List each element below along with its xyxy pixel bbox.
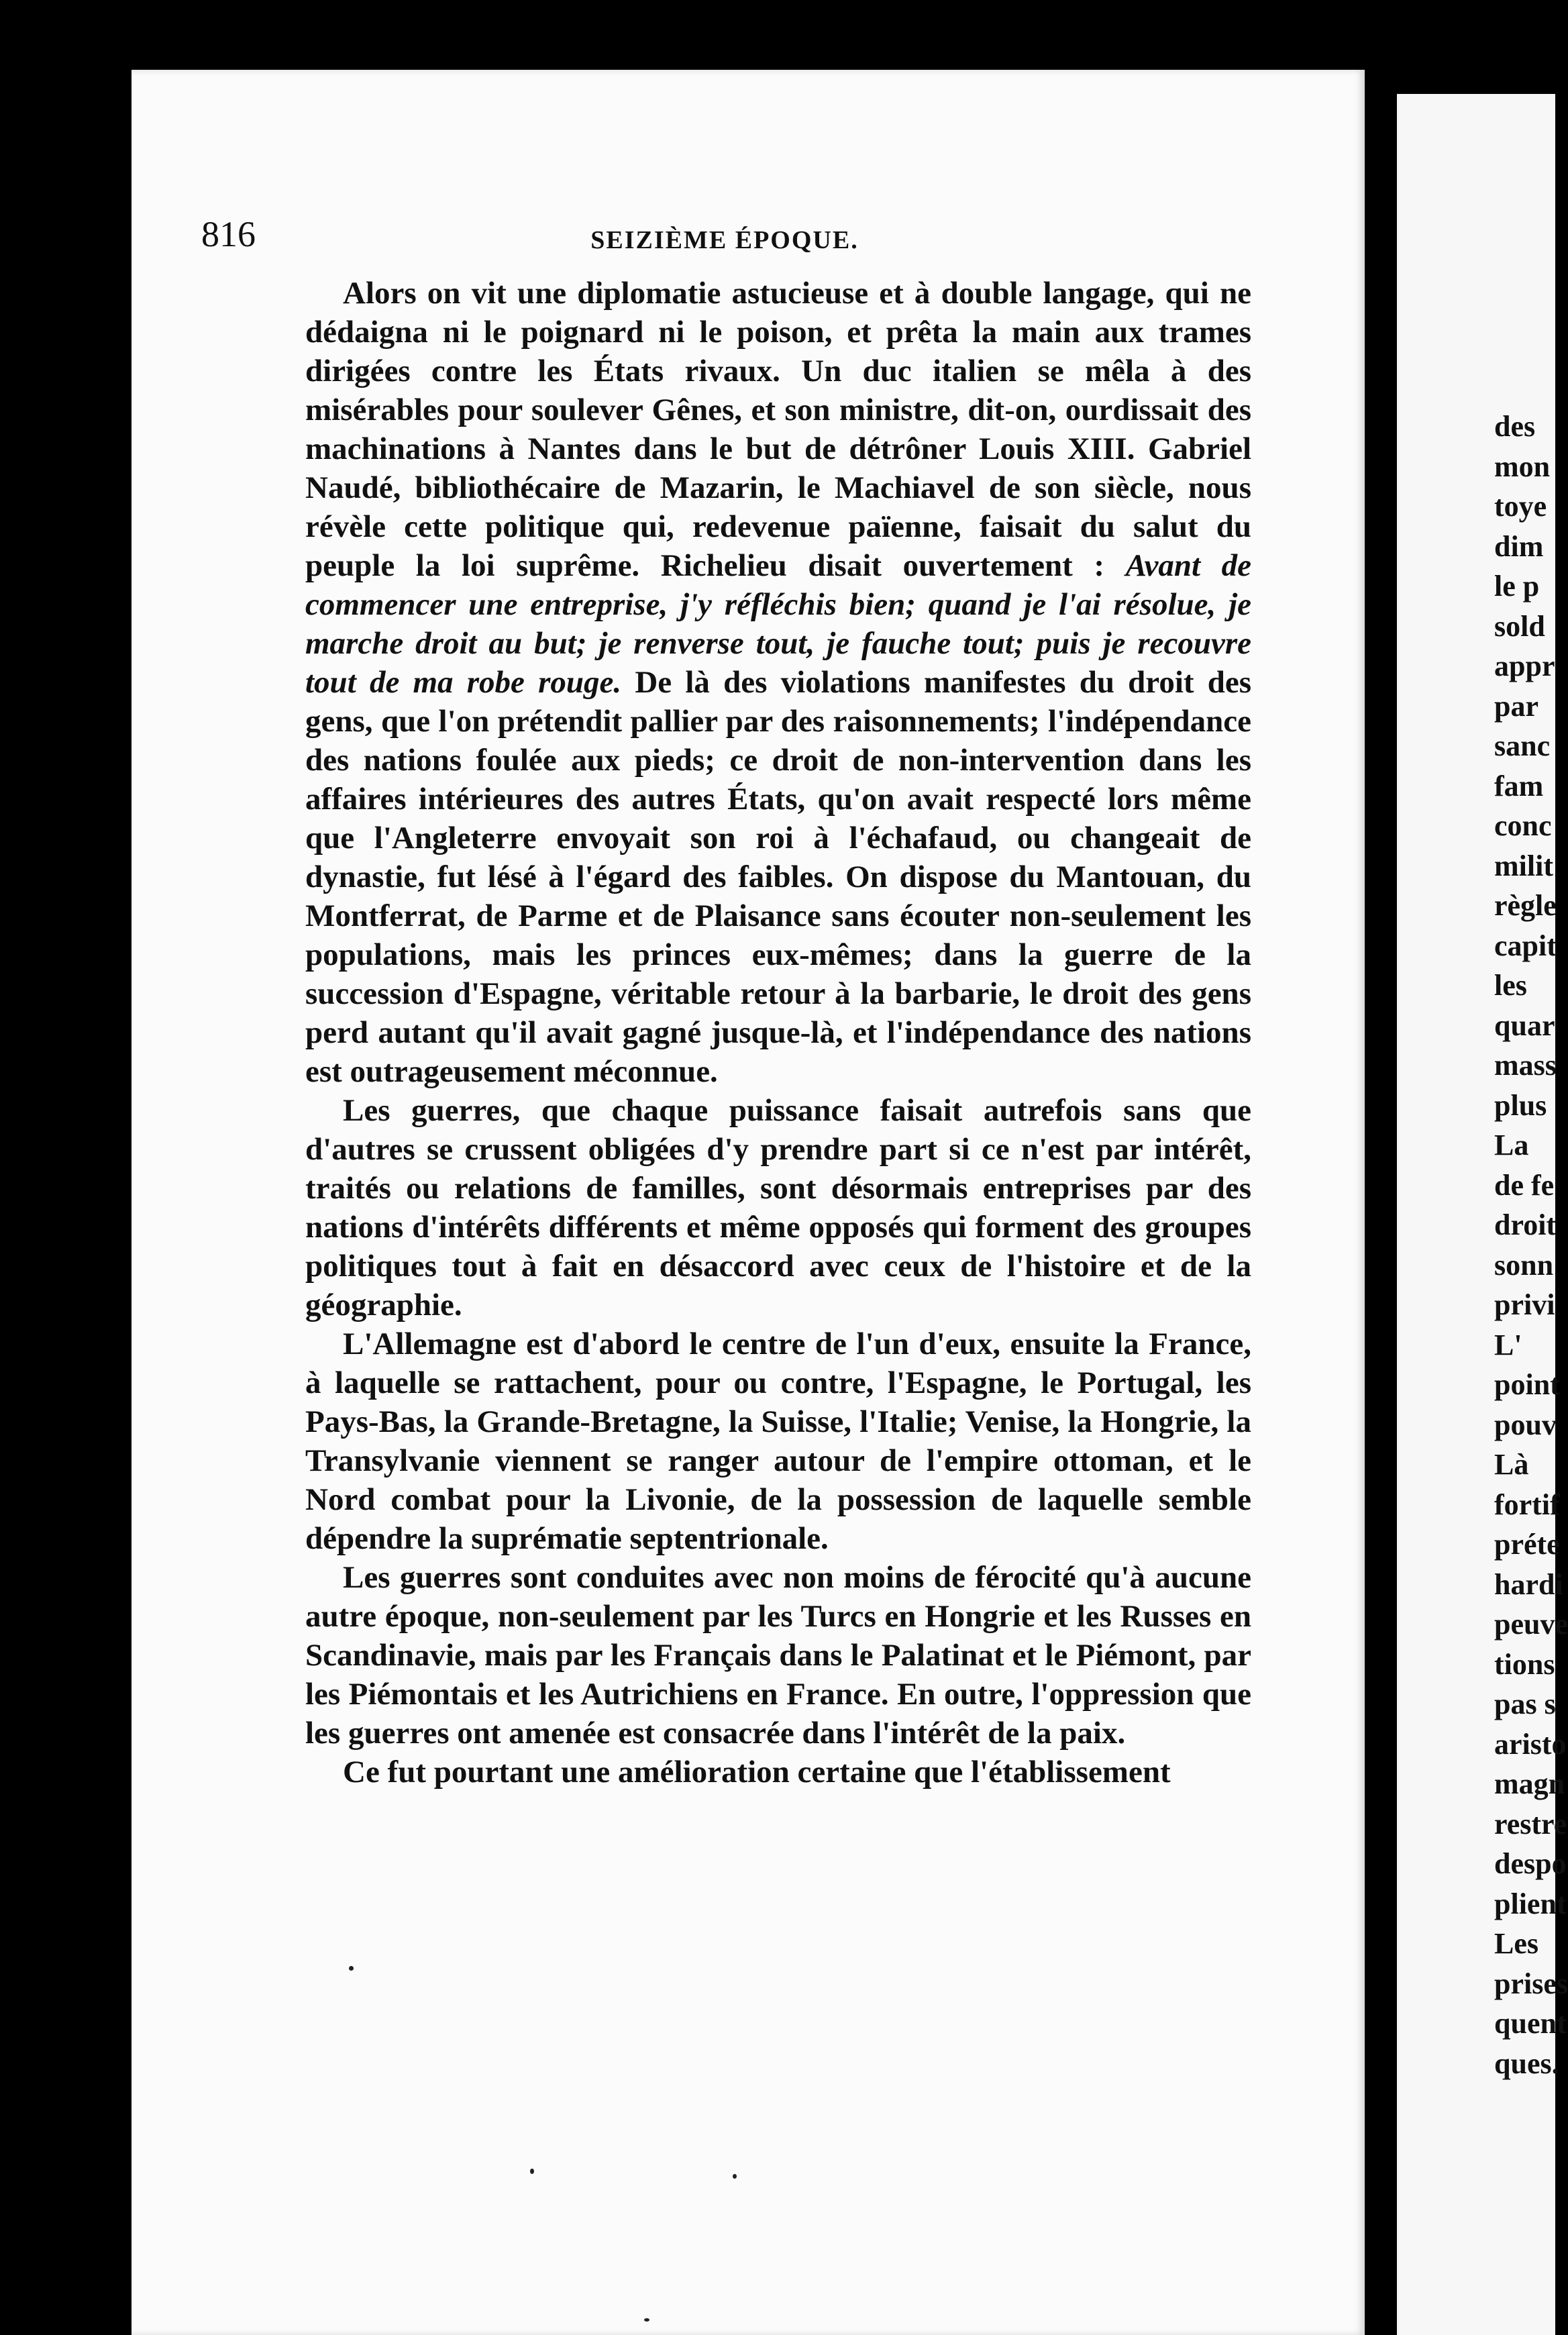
running-head [201,213,1248,267]
facing-page-line: mon [1494,450,1551,483]
facing-page-line: restre [1494,1807,1567,1840]
facing-page-line: fam [1494,769,1544,802]
facing-page-line: pouv [1494,1408,1557,1441]
facing-page-line: conc [1494,809,1552,842]
facing-page-line: plient [1494,1887,1567,1920]
paragraph-1 [305,274,1251,1091]
facing-page-lines [1494,407,1568,2083]
facing-page-line: milit [1494,849,1553,882]
body-text [305,274,1251,1792]
paragraph-3: L'Allemagne est d'abord le centre de l'un d'eux, ensuite la France, à laquelle se rattachent, pour ou contre, l'Espagne, le Portugal, les Pays-Bas, la Grande-Bretagne, la Suisse, l'Italie; Venise, la Hongrie, la Transylvanie viennent se ranger autour de l'empire ottoman, et le Nord combat pour la Livonie, de la possession de laquelle semble dépendre la suprématie septentrionale. [305,1327,1251,1556]
facing-page-line: aristo [1494,1727,1567,1761]
facing-page-line: toye [1494,490,1547,523]
facing-page-line: règle [1494,889,1557,922]
scan-speck [349,1966,354,1971]
facing-page-line: mass [1494,1049,1557,1082]
facing-page-line: L' [1494,1328,1522,1361]
facing-page-line: magn [1494,1767,1565,1800]
facing-page-line: le p [1494,570,1540,603]
facing-page-line: appr [1494,650,1555,682]
facing-page-line: quent [1494,2007,1567,2040]
facing-page-line: prises [1494,1967,1568,2000]
facing-page-line: plus [1494,1088,1547,1122]
facing-page-line: de fe [1494,1168,1555,1202]
facing-page-line: tions [1494,1647,1555,1681]
facing-page-line: Là [1494,1448,1529,1481]
facing-page-line: préte [1494,1528,1560,1561]
facing-page-line: des [1494,410,1536,443]
facing-page-edge [1397,94,1568,2335]
facing-page-line: sanc [1494,729,1551,762]
facing-page-line: dim [1494,529,1544,563]
facing-page-line: les [1494,969,1527,1002]
facing-page-line: hardi [1494,1567,1563,1601]
scan-speck [733,2174,737,2179]
facing-page-line: Les [1494,1927,1538,1960]
richelieu-quote: Avant de commencer une entreprise, j'y réfléchis bien; quand je l'ai résolue, je marche droit au but; je renverse tout, je fauche tout; puis je recouvre tout de ma robe rouge. [305,548,1252,700]
paragraph-5: Ce fut pourtant une amélioration certaine que l'établissement [343,1755,1171,1789]
facing-page-line: ques. [1494,2046,1559,2080]
facing-page-line: fortif [1494,1488,1560,1521]
paragraph-1-continuation: De là des violations manifestes du droit des gens, que l'on prétendit pallier par des raisonnements; l'indépendance des nations foulée aux pieds; ce droit de non-intervention dans les affaires intérieures des autres États, qu'on avait respecté lors même que l'Angleterre envoyait son roi à l'échafaud, ou changeait de dynastie, fut lésé à l'égard des faibles. On dispose du Mantouan, du Montferrat, de Parme et de Plaisance sans écouter non-seulement les populations, mais les princes eux-mêmes; dans la guerre de la succession d'Espagne, véritable retour à la barbarie, le droit des gens perd autant qu'il avait gagné jusque-là, et l'indépendance des nations est outrageusement méconnue. [305,665,1252,1089]
facing-page-line: despo [1494,1847,1567,1880]
scan-speck [644,2318,649,2322]
facing-page-line: capit [1494,929,1557,962]
facing-page-line: quar [1494,1008,1555,1042]
paragraph-4: Les guerres sont conduites avec non moins de férocité qu'à aucune autre époque, non-seulement par les Turcs en Hongrie et les Russes en Scandinavie, mais par les Français dans le Palatinat et le Piémont, par les Piémontais et les Autrichiens en France. En outre, l'oppression que les guerres ont amenée est consacrée dans l'intérêt de la paix. [305,1560,1251,1751]
facing-page-line: pas s [1494,1688,1556,1720]
scan-speck [530,2169,534,2174]
paragraph-2: Les guerres, que chaque puissance faisait autrefois sans que d'autres se crussent obligées d'y prendre part si ce n'est par intérêt, traités ou relations de familles, sont désormais entreprises par des nations d'intérêts différents et même opposés qui forment des groupes politiques tout à fait en désaccord avec ceux de l'histoire et de la géographie. [305,1093,1251,1322]
facing-page-line: La [1494,1129,1529,1161]
facing-page-line: point [1494,1368,1560,1401]
facing-page-line: droit [1494,1208,1557,1241]
facing-page-line: sold [1494,609,1545,643]
page-number: 816 [201,214,256,254]
paragraph-1-text: Alors on vit une diplomatie astucieuse et à double langage, qui ne dédaigna ni le poignard ni le poison, et prêta la main aux trames dirigées contre les États rivaux. Un duc italien se mêla à des misérables pour soulever Gênes, et son ministre, dit-on, ourdissait des machinations à Nantes dans le but de détrôner Louis XIII. Gabriel Naudé, bibliothécaire de Mazarin, le Machiavel de son siècle, nous révèle cette politique qui, redevenue païenne, faisait du salut du peuple la loi suprême. Richelieu disait ouvertement : [305,276,1251,583]
running-title: SEIZIÈME ÉPOQUE. [590,226,859,254]
facing-page-line: privi [1494,1288,1555,1321]
facing-page-line: peuve [1494,1608,1568,1641]
facing-page-line: sonn [1494,1248,1554,1282]
facing-page-line: par [1494,689,1538,723]
